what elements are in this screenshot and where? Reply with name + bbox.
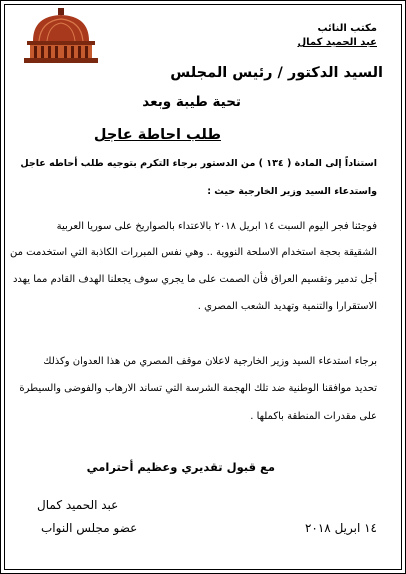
intro-line-2: واستدعاء السيد وزير الخارجية حيث :	[207, 186, 377, 197]
paragraph2-line-2: تحديد موافقنا الوطنية ضد تلك الهجمة الشرسة التي تساند الارهاب والفوضى والسيطرة	[19, 383, 377, 394]
subject-title: طلب احاطة عاجل	[93, 127, 221, 143]
signature-name: عبد الحميد كمال	[37, 498, 119, 512]
greeting: تحية طيبة وبعد	[142, 94, 241, 110]
office-name: عبد الحميد كمال	[297, 37, 377, 48]
paragraph1-line-3: أجل تدمير وتقسيم العراق فأن الصمت على ما يجري سوف يجعلنا الهدف القادم مما يهدد	[12, 274, 377, 285]
addressee: السيد الدكتور / رئيس المجلس	[170, 65, 383, 81]
letter-date: ١٤ ابريل ٢٠١٨	[304, 521, 377, 535]
intro-line-1: استناداً إلى المادة ( ١٣٤ ) من الدستور برجاء التكرم بتوجيه طلب أحاطه عاجل	[20, 158, 377, 169]
parliament-dome-icon	[19, 7, 103, 67]
office-line: مكتب النائب	[317, 23, 377, 34]
paragraph2-line-3: على مقدرات المنطقة باكملها .	[250, 411, 377, 422]
paragraph1-line-2: الشقيقة بحجة استخدام الاسلحة النووية .. وهي نفس المبررات الكاذبة التي استخدمت من	[9, 247, 377, 258]
paragraph1-line-1: فوجئنا فجر اليوم السبت ١٤ ابريل ٢٠١٨ بالاعتداء بالصواريخ على سوريا العربية	[56, 221, 377, 232]
signature-title: عضو مجلس النواب	[41, 521, 138, 535]
paragraph2-line-1: برجاء استدعاء السيد وزير الخارجية لاعلان موقف المصري من هذا العدوان وكذلك	[43, 356, 377, 367]
page-inner-border	[4, 4, 402, 570]
closing-line: مع قبول تقديري وعظيم أحترامي	[86, 460, 275, 474]
paragraph1-line-4: الاستقرارا والتنمية وتهديد الشعب المصري .	[197, 301, 377, 312]
